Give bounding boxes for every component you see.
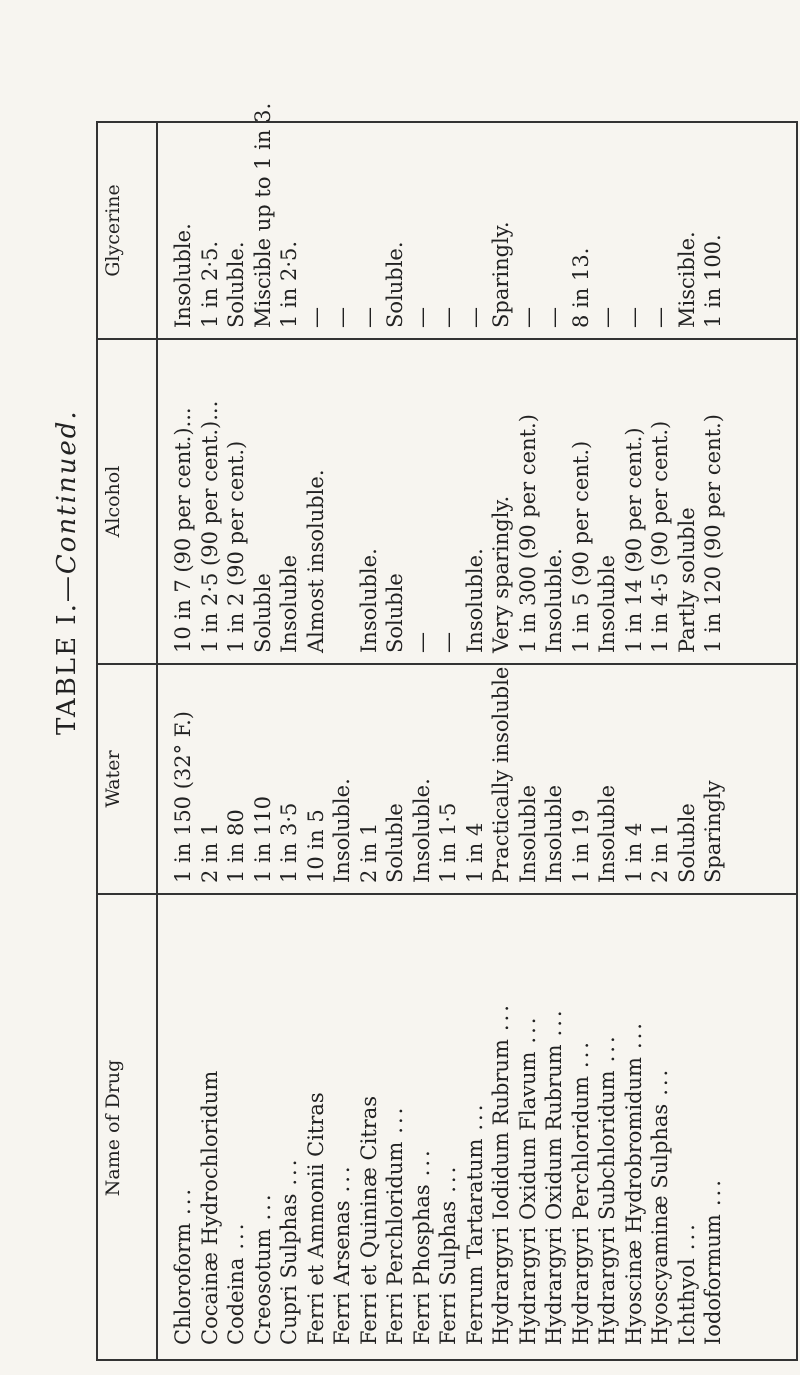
drug-name-cell-text: Hydrargyri Iodidum Rubrum [489, 1039, 513, 1345]
drug-name-cell-text: Hydrargyri Oxidum Rubrum [542, 1044, 566, 1345]
glycerine-cell-text: — [648, 307, 672, 328]
title-main: TABLE I.— [52, 574, 82, 735]
drug-name-cell [356, 897, 383, 1345]
water-cell-text: Insoluble. [409, 778, 434, 883]
water-cell [621, 667, 648, 883]
divider-alcohol-glycerine [96, 338, 798, 340]
drug-name-cell-text: Ferri et Ammonii Citras [303, 1092, 328, 1345]
leader-dots: ... [171, 1185, 195, 1215]
water-cell-text: Insoluble [515, 784, 540, 883]
glycerine-cell [594, 126, 621, 328]
glycerine-cell [515, 126, 542, 328]
alcohol-cell [621, 343, 648, 653]
glycerine-cell [250, 102, 277, 328]
glycerine-cell [276, 126, 303, 328]
header-name: Name of Drug [102, 1059, 124, 1197]
water-cell [276, 667, 303, 883]
drug-name-cell [647, 897, 674, 1345]
water-cell [488, 667, 515, 883]
drug-name-cell-text: Hydrargyri Perchloridum [568, 1076, 593, 1345]
drug-name-cell-text: Ichthyol [674, 1258, 699, 1345]
drug-name-cell-text: Hydrargyri Oxidum Flavum [515, 1051, 540, 1345]
alcohol-cell [488, 343, 515, 653]
leader-dots: ... [701, 1177, 725, 1207]
alcohol-cell-text: Almost insoluble. [303, 469, 328, 653]
water-cell [541, 667, 568, 883]
water-cell [594, 667, 621, 883]
drug-name-cell [303, 897, 330, 1345]
water-cell [197, 667, 224, 883]
alcohol-cell-text: 10 in 7 (90 per cent.)... [171, 407, 195, 653]
drug-name-cell [621, 897, 648, 1345]
header-rule [156, 121, 158, 1361]
water-cell [674, 667, 701, 883]
drug-name-cell-text: Cupri Sulphas [277, 1193, 301, 1345]
drug-name-cell-text: Ferrum Tartaratum [462, 1138, 487, 1345]
glycerine-cell [329, 126, 356, 328]
leader-dots: ... [515, 1014, 540, 1044]
alcohol-cell-text: 1 in 4·5 (90 per cent.) [648, 420, 672, 653]
drug-name-cell [435, 897, 462, 1345]
water-cell [515, 667, 542, 883]
water-cell-text: 1 in 3·5 [277, 802, 301, 883]
glycerine-cell-text: Sparingly. [489, 221, 513, 328]
alcohol-cell [356, 343, 383, 653]
glycerine-cell-text: — [542, 307, 566, 328]
alcohol-cell [647, 343, 674, 653]
water-cell-text: 1 in 4 [621, 822, 646, 883]
glycerine-cell [435, 126, 462, 328]
column-name [170, 897, 727, 1345]
water-cell-text: Insoluble [595, 784, 619, 883]
leader-dots: ... [224, 1220, 248, 1250]
drug-name-cell-text: Ferri Perchloridum [383, 1141, 407, 1345]
glycerine-cell [621, 126, 648, 328]
drug-name-cell [674, 897, 701, 1345]
column-glycerine [170, 102, 727, 328]
water-cell [382, 667, 409, 883]
water-cell-text: Insoluble. [330, 778, 354, 883]
glycerine-cell-text: — [462, 307, 487, 328]
drug-name-cell-text: Codeina [224, 1257, 248, 1345]
glycerine-cell [462, 126, 489, 328]
alcohol-cell [276, 343, 303, 653]
header-alcohol: Alcohol [102, 465, 124, 538]
alcohol-cell-text: Insoluble [277, 554, 301, 653]
alcohol-cell [197, 343, 224, 653]
water-cell-text: 2 in 1 [197, 822, 222, 883]
alcohol-cell [515, 343, 542, 653]
water-cell-text: Soluble [383, 803, 407, 883]
drug-name-cell [223, 897, 250, 1345]
alcohol-cell [329, 343, 356, 653]
alcohol-cell-text: Soluble [383, 573, 407, 653]
water-cell [170, 667, 197, 883]
glycerine-cell [541, 126, 568, 328]
water-cell [356, 667, 383, 883]
alcohol-cell [170, 343, 197, 653]
alcohol-cell-text: — [409, 632, 434, 653]
glycerine-cell-text: 8 in 13. [568, 247, 593, 328]
alcohol-cell [674, 343, 701, 653]
drug-name-cell [700, 897, 727, 1345]
top-rule [96, 121, 98, 1361]
left-border [96, 1359, 798, 1361]
title-continued: Continued. [52, 409, 82, 575]
column-water [170, 667, 727, 883]
water-cell [647, 667, 674, 883]
glycerine-cell-text: — [330, 307, 354, 328]
glycerine-cell [568, 126, 595, 328]
glycerine-cell [647, 126, 674, 328]
glycerine-cell [303, 126, 330, 328]
alcohol-cell [303, 343, 330, 653]
alcohol-cell-text: Soluble [250, 573, 275, 653]
leader-dots: ... [542, 1007, 566, 1037]
water-cell-text: Sparingly [701, 780, 725, 883]
drug-name-cell [594, 897, 621, 1345]
glycerine-cell-text: 1 in 2·5. [277, 240, 301, 328]
solubility-table [96, 0, 800, 1375]
glycerine-cell-text: 1 in 100. [701, 234, 725, 328]
glycerine-cell-text: 1 in 2·5. [197, 240, 222, 328]
alcohol-cell [594, 343, 621, 653]
glycerine-cell [356, 126, 383, 328]
leader-dots: ... [277, 1156, 301, 1186]
glycerine-cell-text: — [595, 307, 619, 328]
glycerine-cell-text: — [515, 307, 540, 328]
drug-name-cell [568, 897, 595, 1345]
bottom-rule [796, 121, 798, 1361]
drug-name-cell-text: Hyoscyaminæ Sulphas [648, 1103, 672, 1345]
drug-name-cell-text: Chloroform [171, 1222, 195, 1345]
glycerine-cell [382, 126, 409, 328]
drug-name-cell-text: Cocainæ Hydrochloridum [197, 1070, 222, 1345]
column-alcohol [170, 343, 727, 653]
alcohol-cell [462, 343, 489, 653]
alcohol-cell-text: 1 in 2 (90 per cent.) [224, 440, 248, 653]
glycerine-cell-text: — [436, 307, 460, 328]
glycerine-cell-text: Insoluble. [171, 223, 195, 328]
water-cell [223, 667, 250, 883]
drug-name-cell [276, 897, 303, 1345]
drug-name-cell-text: Ferri Arsenas [330, 1200, 354, 1345]
leader-dots: ... [674, 1221, 699, 1251]
water-cell-text: 2 in 1 [648, 822, 672, 883]
glycerine-cell-text: Soluble. [224, 241, 248, 328]
water-cell [409, 667, 436, 883]
alcohol-cell-text: — [436, 632, 460, 653]
leader-dots: ... [595, 1033, 619, 1063]
divider-name-water [96, 893, 798, 895]
leader-dots: ... [330, 1163, 354, 1193]
alcohol-cell [223, 343, 250, 653]
water-cell [303, 667, 330, 883]
leader-dots: ... [409, 1147, 434, 1177]
drug-name-cell-text: Hyoscinæ Hydrobromidum [621, 1057, 646, 1345]
water-cell-text: 1 in 150 (32° F.) [171, 711, 195, 883]
alcohol-cell-text: Insoluble. [462, 548, 487, 653]
drug-name-cell [541, 897, 568, 1345]
leader-dots: ... [462, 1101, 487, 1131]
water-cell-text: 1 in 19 [568, 809, 593, 883]
drug-name-cell-text: Creosotum [250, 1228, 275, 1345]
leader-dots: ... [621, 1020, 646, 1050]
drug-name-cell [197, 897, 224, 1345]
alcohol-cell [382, 343, 409, 653]
water-cell-text: Soluble [674, 803, 699, 883]
alcohol-cell-text: 1 in 2·5 (90 per cent.)... [197, 400, 222, 653]
leader-dots: ... [568, 1039, 593, 1069]
drug-name-cell [382, 897, 409, 1345]
glycerine-cell-text: — [409, 307, 434, 328]
glycerine-cell [197, 126, 224, 328]
water-cell-text: 1 in 4 [462, 822, 487, 883]
glycerine-cell [409, 126, 436, 328]
drug-name-cell [409, 897, 436, 1345]
leader-dots: ... [436, 1163, 460, 1193]
water-cell [329, 667, 356, 883]
alcohol-cell-text: Insoluble. [542, 548, 566, 653]
water-cell-text: 2 in 1 [356, 822, 381, 883]
drug-name-cell [488, 897, 515, 1345]
glycerine-cell [488, 126, 515, 328]
water-cell [568, 667, 595, 883]
leader-dots: ... [489, 1002, 513, 1032]
glycerine-cell-text: Soluble. [383, 241, 407, 328]
alcohol-cell-text: Insoluble [595, 554, 619, 653]
drug-name-cell [515, 897, 542, 1345]
divider-water-alcohol [96, 663, 798, 665]
alcohol-cell [435, 343, 462, 653]
glycerine-cell-text: — [621, 307, 646, 328]
water-cell [462, 667, 489, 883]
drug-name-cell [462, 897, 489, 1345]
alcohol-cell-text: Partly soluble [674, 507, 699, 653]
drug-name-cell-text: Ferri Phosphas [409, 1184, 434, 1345]
water-cell-text: 1 in 80 [224, 809, 248, 883]
glycerine-cell-text: — [356, 307, 381, 328]
drug-name-cell-text: Hydrargyri Subchloridum [595, 1070, 619, 1345]
water-cell-text: 1 in 110 [250, 795, 275, 883]
drug-name-cell [250, 897, 277, 1345]
water-cell-text: Practically insoluble [489, 666, 513, 883]
alcohol-cell [700, 343, 727, 653]
leader-dots: ... [648, 1066, 672, 1096]
glycerine-cell-text: Miscible up to 1 in 3. [250, 102, 275, 328]
water-cell [435, 667, 462, 883]
table-title [52, 409, 82, 735]
right-border [96, 121, 798, 123]
glycerine-cell [223, 126, 250, 328]
alcohol-cell [568, 343, 595, 653]
leader-dots: ... [383, 1104, 407, 1134]
alcohol-cell [409, 343, 436, 653]
alcohol-cell-text: 1 in 5 (90 per cent.) [568, 440, 593, 653]
glycerine-cell-text: — [303, 307, 328, 328]
alcohol-cell [250, 343, 277, 653]
header-glycerine: Glycerine [102, 184, 124, 277]
glycerine-cell [170, 126, 197, 328]
drug-name-cell-text: Ferri Sulphas [436, 1200, 460, 1345]
alcohol-cell-text: Insoluble. [356, 548, 381, 653]
header-water: Water [102, 750, 124, 808]
water-cell-text: Insoluble [542, 784, 566, 883]
drug-name-cell [329, 897, 356, 1345]
drug-name-cell [170, 897, 197, 1345]
alcohol-cell [541, 343, 568, 653]
drug-name-cell-text: Iodoformum [701, 1214, 725, 1345]
leader-dots: ... [250, 1191, 275, 1221]
drug-name-cell-text: Ferri et Quininæ Citras [356, 1095, 381, 1345]
glycerine-cell-text: Miscible. [674, 231, 699, 328]
water-cell [250, 667, 277, 883]
water-cell-text: 10 in 5 [303, 809, 328, 883]
glycerine-cell [674, 126, 701, 328]
glycerine-cell [700, 126, 727, 328]
water-cell [700, 667, 727, 883]
alcohol-cell-text: Very sparingly. [489, 495, 513, 653]
water-cell-text: 1 in 1·5 [436, 802, 460, 883]
alcohol-cell-text: 1 in 300 (90 per cent.) [515, 414, 540, 653]
alcohol-cell-text: 1 in 120 (90 per cent.) [701, 414, 725, 653]
alcohol-cell-text: 1 in 14 (90 per cent.) [621, 427, 646, 653]
